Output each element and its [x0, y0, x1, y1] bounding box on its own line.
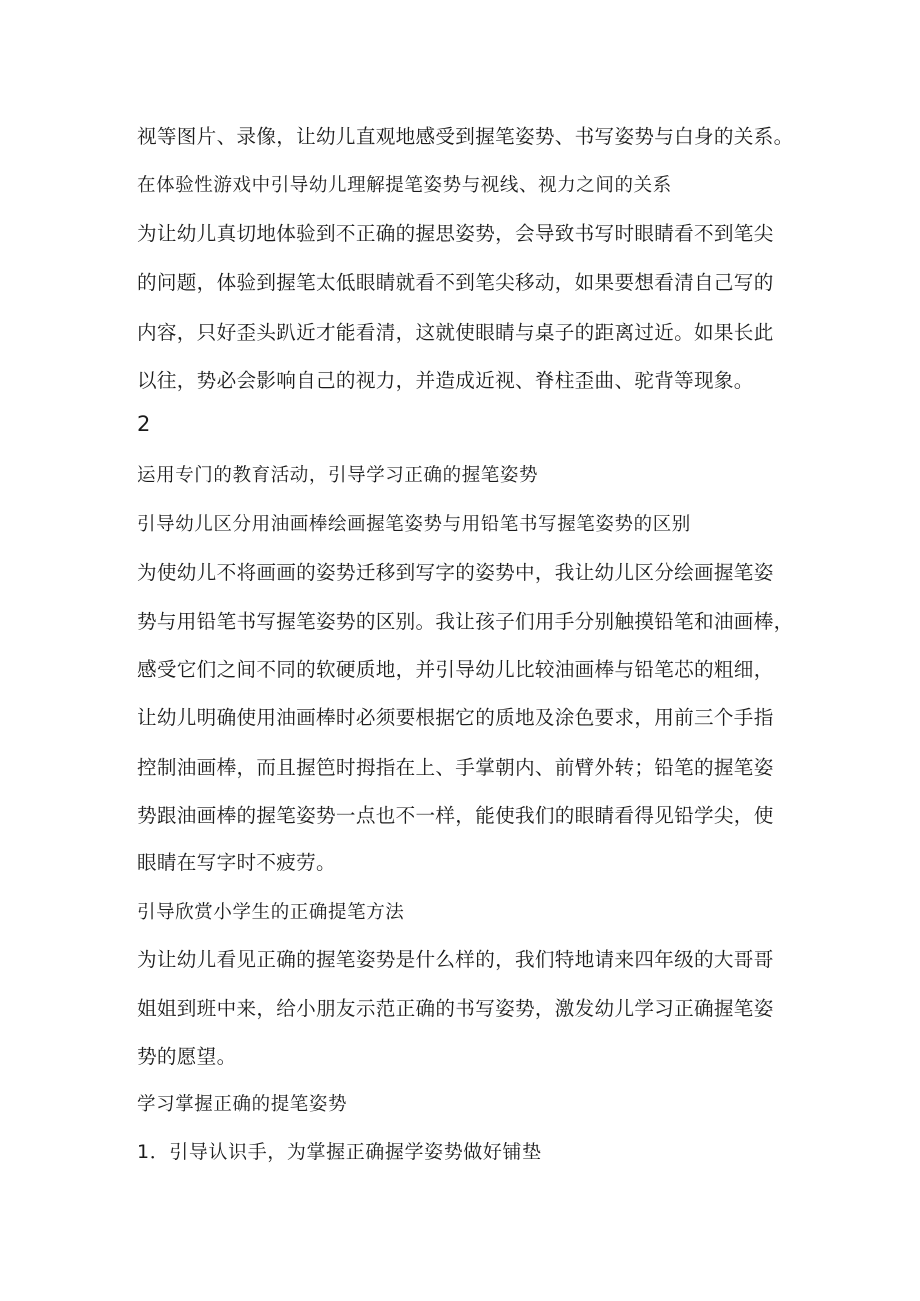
body-text-line: 以往，势必会影响自己的视力，并造成近视、脊柱歪曲、驼背等现象。	[137, 369, 754, 392]
body-text-line: 为使幼儿不将画画的姿势迁移到写字的姿势中，我让幼儿区分绘画握笔姿	[137, 561, 774, 584]
body-text-line: 势的愿望。	[137, 1045, 237, 1068]
section-number: 2	[137, 412, 151, 436]
body-text-line: 视等图片、录像，让幼儿直观地感受到握笔姿势、书写姿势与白身的关系。	[137, 125, 794, 148]
body-text-line: 的问题，体验到握笔太低眼睛就看不到笔尖移动，如果要想看清自己写的	[137, 271, 774, 294]
body-text-line: 让幼儿明确使用油画棒时必须要根据它的质地及涂色要求，用前三个手指	[137, 706, 774, 729]
body-text-line: 内容，只好歪头趴近才能看清，这就使眼睛与桌子的距离过近。如果长此	[137, 321, 774, 344]
body-text-line: 势与用铅笔书写握笔姿势的区别。我让孩子们用手分别触摸铅笔和油画棒，	[137, 610, 794, 633]
section-heading: 引导欣赏小学生的正确提笔方法	[137, 902, 405, 923]
body-text-line: 为让幼儿看见正确的握笔姿势是什么样的，我们特地请来四年级的大哥哥	[137, 948, 774, 971]
numbered-list-item: 1．引导认识手，为掌握正确握学姿势做好铺垫	[137, 1141, 542, 1163]
section-heading: 在体验性游戏中引导幼儿理解提笔姿势与视线、视力之间的关系	[137, 175, 672, 196]
body-text-line: 为让幼儿真切地体验到不正确的握思姿势，会导致书写时眼睛看不到笔尖	[137, 222, 774, 245]
body-text-line: 姐姐到班中来，给小朋友示范正确的书写姿势，激发幼儿学习正确握笔姿	[137, 997, 774, 1020]
section-heading: 学习掌握正确的提笔姿势	[137, 1094, 348, 1115]
section-heading: 引导幼儿区分用油画棒绘画握笔姿势与用铅笔书写握笔姿势的区别	[137, 514, 691, 535]
body-text-line: 势跟油画棒的握笔姿势一点也不一样，能使我们的眼睛看得见铅学尖，使	[137, 804, 774, 827]
section-heading: 运用专门的教育活动，引导学习正确的握笔姿势	[137, 465, 539, 486]
body-text-line: 感受它们之间不同的软硬质地，并引导幼儿比较油画棒与铅笔芯的粗细，	[137, 658, 774, 681]
body-text-line: 控制油画棒，而且握笆时拇指在上、手掌朝内、前臂外转；铅笔的握笔姿	[137, 756, 774, 779]
body-text-line: 眼睛在写字时不疲劳。	[137, 851, 336, 874]
